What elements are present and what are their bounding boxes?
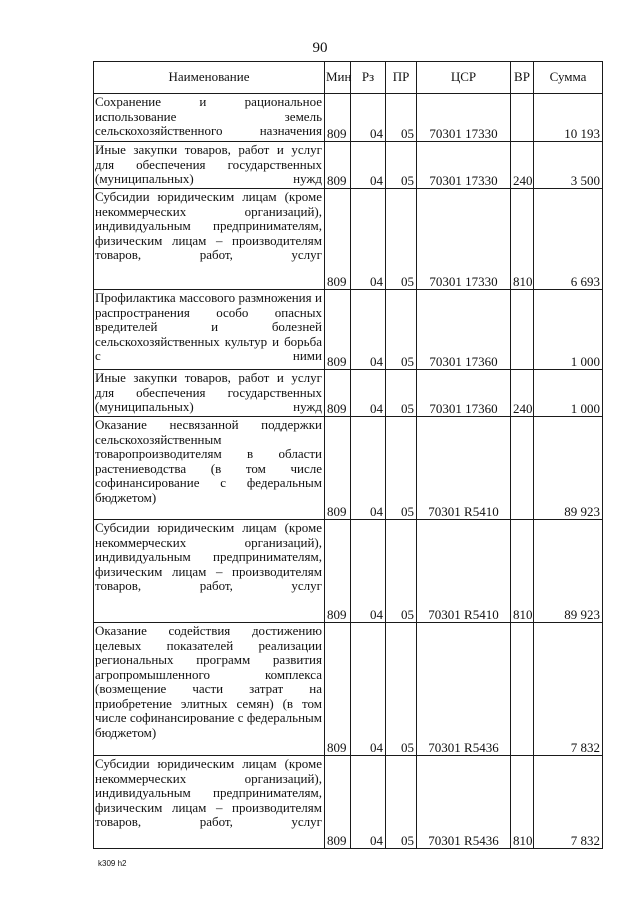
- cell-rz: 04: [351, 142, 386, 189]
- cell-pr: 05: [386, 623, 417, 756]
- cell-min: 809: [325, 290, 351, 370]
- cell-min: 809: [325, 520, 351, 623]
- cell-csr: 70301 R5436: [417, 756, 511, 849]
- cell-sum: 7 832: [534, 623, 603, 756]
- cell-csr: 70301 17330: [417, 142, 511, 189]
- cell-rz: 04: [351, 290, 386, 370]
- cell-pr: 05: [386, 520, 417, 623]
- cell-min: 809: [325, 756, 351, 849]
- table-row: [94, 142, 603, 189]
- table-row: [94, 370, 603, 417]
- footer-code: k309 h2: [98, 859, 127, 868]
- cell-vr: [511, 94, 534, 142]
- cell-min: 809: [325, 94, 351, 142]
- cell-rz: 04: [351, 370, 386, 417]
- cell-name: Иные закупки товаров, работ и услуг для обеспечения государственных (муниципальных) нужд: [94, 370, 325, 417]
- cell-vr: [511, 417, 534, 520]
- header-name: Наименование: [94, 62, 325, 94]
- cell-min: 809: [325, 417, 351, 520]
- budget-table: [93, 61, 603, 849]
- cell-name: Субсидии юридическим лицам (кроме некоммерческих организаций), индивидуальным предпринимателям, физическим лицам – производителям товаров, работ, услуг: [94, 189, 325, 290]
- cell-sum: 7 832: [534, 756, 603, 849]
- cell-sum: 6 693: [534, 189, 603, 290]
- cell-rz: 04: [351, 94, 386, 142]
- cell-pr: 05: [386, 370, 417, 417]
- cell-sum: 89 923: [534, 417, 603, 520]
- table-row: [94, 189, 603, 290]
- cell-vr: 810: [511, 756, 534, 849]
- cell-rz: 04: [351, 189, 386, 290]
- cell-pr: 05: [386, 417, 417, 520]
- cell-min: 809: [325, 189, 351, 290]
- cell-csr: 70301 17330: [417, 189, 511, 290]
- cell-name: Оказание содействия достижению целевых показателей реализации региональных программ развития агропромышленного комплекса (возмещение части затрат на приобретение элитных семян) (в том числе софинансирование с федеральным бюджетом): [94, 623, 325, 756]
- cell-name: Профилактика массового размножения и распространения особо опасных вредителей и болезней сельскохозяйственных культур и борьба с ними: [94, 290, 325, 370]
- header-pr: ПР: [386, 62, 417, 94]
- table-header-row: [94, 62, 603, 94]
- cell-pr: 05: [386, 94, 417, 142]
- cell-sum: 3 500: [534, 142, 603, 189]
- table-row: [94, 290, 603, 370]
- table-row: [94, 756, 603, 849]
- cell-sum: 1 000: [534, 370, 603, 417]
- cell-pr: 05: [386, 756, 417, 849]
- cell-sum: 1 000: [534, 290, 603, 370]
- cell-vr: 240: [511, 142, 534, 189]
- cell-csr: 70301 17360: [417, 290, 511, 370]
- cell-csr: 70301 R5436: [417, 623, 511, 756]
- cell-vr: 810: [511, 189, 534, 290]
- cell-name: Иные закупки товаров, работ и услуг для обеспечения государственных (муниципальных) нужд: [94, 142, 325, 189]
- cell-vr: 240: [511, 370, 534, 417]
- cell-pr: 05: [386, 142, 417, 189]
- cell-name: Оказание несвязанной поддержки сельскохозяйственным товаропроизводителям в области растениеводства (в том числе софинансирование с федеральным бюджетом): [94, 417, 325, 520]
- table-body: [94, 94, 603, 849]
- cell-vr: 810: [511, 520, 534, 623]
- cell-rz: 04: [351, 417, 386, 520]
- cell-name: Субсидии юридическим лицам (кроме некоммерческих организаций), индивидуальным предпринимателям, физическим лицам – производителям товаров, работ, услуг: [94, 756, 325, 849]
- cell-csr: 70301 17360: [417, 370, 511, 417]
- cell-csr: 70301 R5410: [417, 417, 511, 520]
- cell-rz: 04: [351, 623, 386, 756]
- cell-min: 809: [325, 370, 351, 417]
- cell-csr: 70301 17330: [417, 94, 511, 142]
- cell-vr: [511, 623, 534, 756]
- page-number: 90: [312, 40, 328, 56]
- table-row: [94, 417, 603, 520]
- cell-name: Субсидии юридическим лицам (кроме некоммерческих организаций), индивидуальным предпринимателям, физическим лицам – производителям товаров, работ, услуг: [94, 520, 325, 623]
- header-rz: Рз: [351, 62, 386, 94]
- cell-rz: 04: [351, 520, 386, 623]
- table-row: [94, 520, 603, 623]
- cell-csr: 70301 R5410: [417, 520, 511, 623]
- table-row: [94, 94, 603, 142]
- cell-name: Сохранение и рациональное использование земель сельскохозяйственного назначения: [94, 94, 325, 142]
- header-vr: ВР: [511, 62, 534, 94]
- header-sum: Сумма: [534, 62, 603, 94]
- cell-pr: 05: [386, 189, 417, 290]
- header-min: Мин: [325, 62, 351, 94]
- cell-rz: 04: [351, 756, 386, 849]
- cell-min: 809: [325, 623, 351, 756]
- cell-vr: [511, 290, 534, 370]
- cell-sum: 10 193: [534, 94, 603, 142]
- cell-min: 809: [325, 142, 351, 189]
- cell-pr: 05: [386, 290, 417, 370]
- table-row: [94, 623, 603, 756]
- cell-sum: 89 923: [534, 520, 603, 623]
- header-csr: ЦСР: [417, 62, 511, 94]
